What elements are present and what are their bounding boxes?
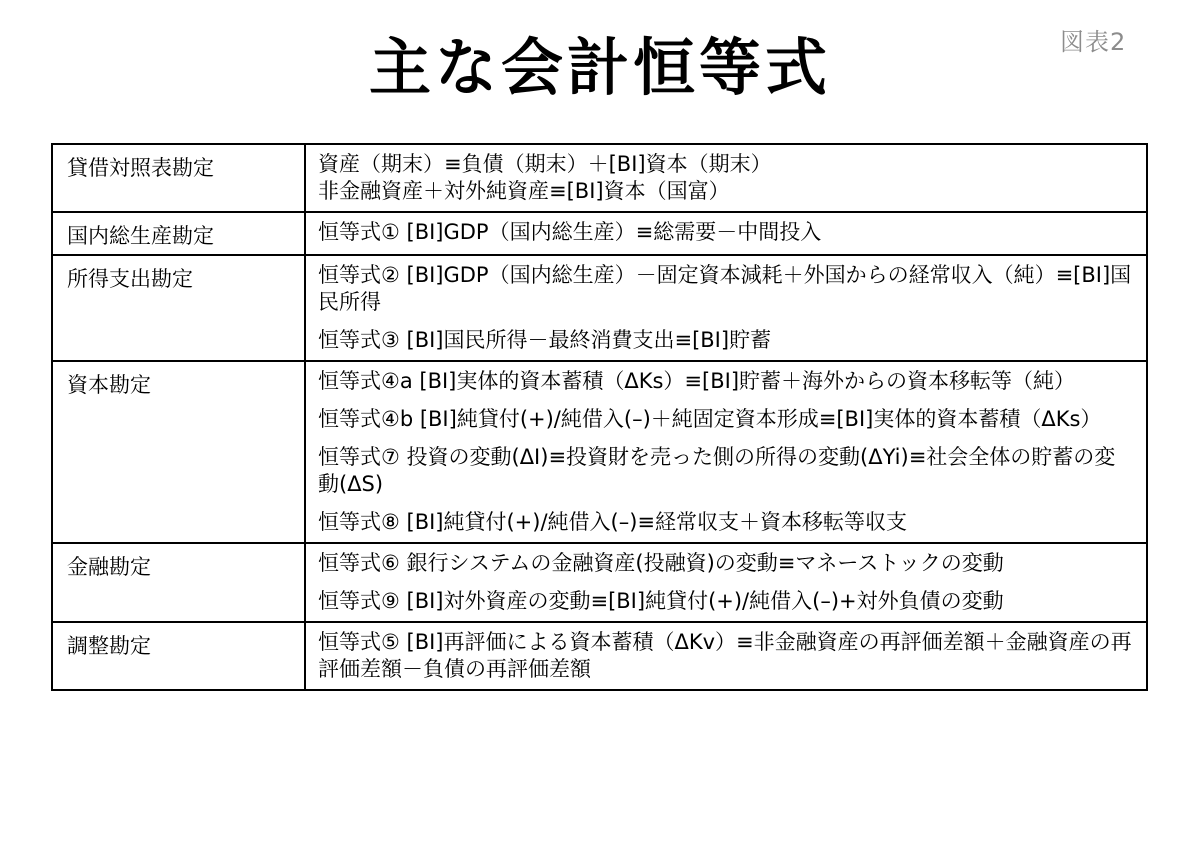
table-row [52,212,1147,255]
accounts-table [51,143,1148,691]
account-category: 貸借対照表勘定 [52,144,305,212]
account-category: 所得支出勘定 [52,255,305,361]
account-category: 国内総生産勘定 [52,212,305,255]
identity-equation: 恒等式③ [BI]国民所得－最終消費支出≡[BI]貯蓄 [318,328,772,352]
identity-equation: 恒等式⑨ [BI]対外資産の変動≡[BI]純貸付(+)/純借入(–)+対外負債の変動 [318,589,1004,613]
table-row [52,144,1147,212]
equations-cell [305,212,1147,255]
table-row [52,255,1147,361]
equations-cell [305,361,1147,543]
account-category: 金融勘定 [52,543,305,622]
figure-label: 図表2 [1060,28,1127,56]
table-row [52,361,1147,543]
identity-equation: 恒等式① [BI]GDP（国内総生産）≡総需要－中間投入 [318,220,822,244]
account-category: 調整勘定 [52,622,305,690]
identity-equation: 恒等式⑦ 投資の変動(ΔI)≡投資財を売った側の所得の変動(ΔYi)≡社会全体の貯蓄の変動(ΔS) [318,445,1116,496]
equations-cell [305,144,1147,212]
identity-equation: 資産（期末）≡負債（期末）＋[BI]資本（期末） 非金融資産＋対外純資産≡[BI]資本（国富） [318,152,772,203]
identity-equation: 恒等式④a [BI]実体的資本蓄積（ΔKs）≡[BI]貯蓄＋海外からの資本移転等（純） [318,369,1076,393]
table-row [52,622,1147,690]
identity-equation: 恒等式⑥ 銀行システムの金融資産(投融資)の変動≡マネーストックの変動 [318,551,1004,575]
equations-cell [305,622,1147,690]
page-title: 主な会計恒等式 [368,31,831,104]
equations-cell [305,543,1147,622]
table-row [52,543,1147,622]
equations-cell [305,255,1147,361]
account-category: 資本勘定 [52,361,305,543]
identity-equation: 恒等式⑤ [BI]再評価による資本蓄積（ΔKv）≡非金融資産の再評価差額＋金融資産の再評価差額－負債の再評価差額 [318,630,1132,681]
identity-equation: 恒等式④b [BI]純貸付(+)/純借入(–)＋純固定資本形成≡[BI]実体的資本蓄積（ΔKs） [318,407,1102,431]
identity-equation: 恒等式② [BI]GDP（国内総生産）－固定資本減耗＋外国からの経常収入（純）≡[BI]国民所得 [318,263,1132,314]
identity-equation: 恒等式⑧ [BI]純貸付(+)/純借入(–)≡経常収支＋資本移転等収支 [318,510,908,534]
